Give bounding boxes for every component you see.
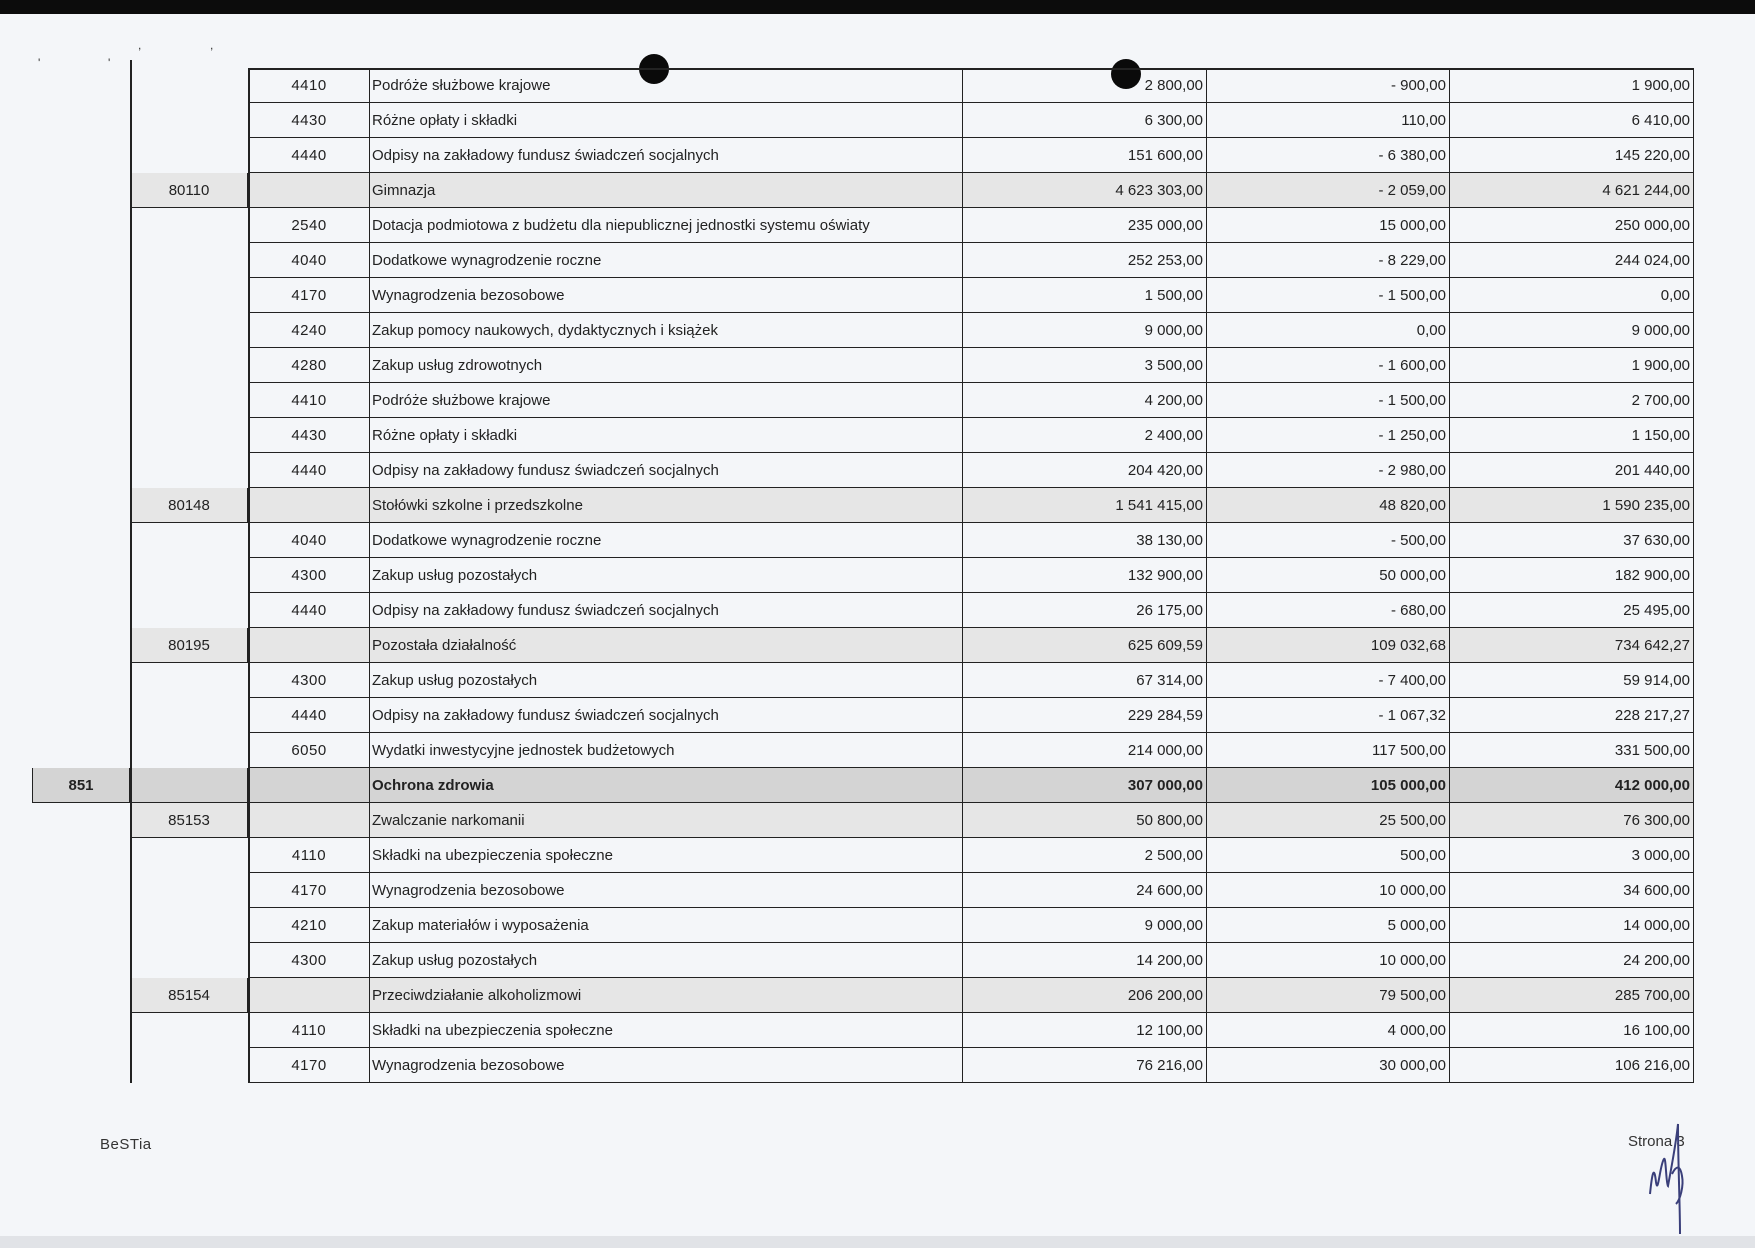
amount-before-cell: 307 000,00	[963, 768, 1207, 803]
amount-before-cell: 2 800,00	[963, 68, 1207, 103]
amount-change-cell: - 2 980,00	[1207, 453, 1450, 488]
name-cell: Wydatki inwestycyjne jednostek budżetowych	[370, 733, 963, 768]
amount-before-cell: 235 000,00	[963, 208, 1207, 243]
amount-after-cell: 331 500,00	[1450, 733, 1694, 768]
amount-after-cell: 25 495,00	[1450, 593, 1694, 628]
amount-after-cell: 106 216,00	[1450, 1048, 1694, 1083]
paragraf-cell: 4300	[248, 943, 370, 978]
paragraf-cell: 4040	[248, 523, 370, 558]
amount-before-cell: 4 200,00	[963, 383, 1207, 418]
amount-after-cell: 59 914,00	[1450, 663, 1694, 698]
rozdzial-cell: 80110	[130, 173, 248, 208]
paragraf-cell: 4110	[248, 1013, 370, 1048]
table-section-row	[130, 978, 1694, 1013]
name-cell: Przeciwdziałanie alkoholizmowi	[370, 978, 963, 1013]
rozdzial-cell: 85153	[130, 803, 248, 838]
handwritten-signature	[1642, 1104, 1692, 1244]
name-cell: Podróże służbowe krajowe	[370, 68, 963, 103]
table-row	[248, 103, 1694, 138]
amount-before-cell: 4 623 303,00	[963, 173, 1207, 208]
amount-change-cell: - 2 059,00	[1207, 173, 1450, 208]
table-row	[248, 383, 1694, 418]
table-row	[248, 1013, 1694, 1048]
table-row	[248, 838, 1694, 873]
paragraf-cell	[248, 173, 370, 208]
name-cell: Odpisy na zakładowy fundusz świadczeń socjalnych	[370, 593, 963, 628]
rozdzial-cell: 80195	[130, 628, 248, 663]
amount-after-cell: 76 300,00	[1450, 803, 1694, 838]
amount-change-cell: 4 000,00	[1207, 1013, 1450, 1048]
amount-change-cell: - 900,00	[1207, 68, 1450, 103]
name-cell: Odpisy na zakładowy fundusz świadczeń socjalnych	[370, 138, 963, 173]
name-cell: Zakup usług pozostałych	[370, 558, 963, 593]
amount-change-cell: - 1 600,00	[1207, 348, 1450, 383]
name-cell: Składki na ubezpieczenia społeczne	[370, 1013, 963, 1048]
name-cell: Wynagrodzenia bezosobowe	[370, 1048, 963, 1083]
amount-change-cell: - 1 500,00	[1207, 383, 1450, 418]
paragraf-cell: 4440	[248, 593, 370, 628]
paragraf-cell: 4240	[248, 313, 370, 348]
amount-change-cell: - 6 380,00	[1207, 138, 1450, 173]
amount-after-cell: 250 000,00	[1450, 208, 1694, 243]
scan-dot-mark: '	[108, 56, 111, 70]
scan-dot-mark: ,	[138, 38, 142, 52]
amount-change-cell: 25 500,00	[1207, 803, 1450, 838]
paragraf-cell: 4110	[248, 838, 370, 873]
amount-after-cell: 34 600,00	[1450, 873, 1694, 908]
paragraf-cell: 6050	[248, 733, 370, 768]
name-cell: Zakup usług pozostałych	[370, 663, 963, 698]
table-row	[248, 733, 1694, 768]
amount-before-cell: 2 400,00	[963, 418, 1207, 453]
amount-after-cell: 1 150,00	[1450, 418, 1694, 453]
amount-after-cell: 0,00	[1450, 278, 1694, 313]
paragraf-column-line	[248, 68, 250, 1083]
table-row	[248, 593, 1694, 628]
scan-bottom-border	[0, 1236, 1755, 1248]
name-cell: Gimnazja	[370, 173, 963, 208]
amount-after-cell: 285 700,00	[1450, 978, 1694, 1013]
amount-change-cell: - 7 400,00	[1207, 663, 1450, 698]
paragraf-cell	[248, 488, 370, 523]
table-row	[248, 663, 1694, 698]
paragraf-cell: 4440	[248, 453, 370, 488]
amount-before-cell: 50 800,00	[963, 803, 1207, 838]
paragraf-cell: 4440	[248, 138, 370, 173]
amount-before-cell: 132 900,00	[963, 558, 1207, 593]
table-row	[248, 68, 1694, 103]
paragraf-cell: 4170	[248, 278, 370, 313]
amount-after-cell: 1 900,00	[1450, 68, 1694, 103]
name-cell: Pozostała działalność	[370, 628, 963, 663]
amount-before-cell: 252 253,00	[963, 243, 1207, 278]
amount-after-cell: 6 410,00	[1450, 103, 1694, 138]
scan-top-border	[0, 0, 1755, 14]
amount-before-cell: 625 609,59	[963, 628, 1207, 663]
amount-change-cell: 105 000,00	[1207, 768, 1450, 803]
amount-change-cell: - 1 250,00	[1207, 418, 1450, 453]
table-row	[248, 943, 1694, 978]
name-cell: Wynagrodzenia bezosobowe	[370, 873, 963, 908]
amount-before-cell: 12 100,00	[963, 1013, 1207, 1048]
paragraf-cell: 4170	[248, 873, 370, 908]
amount-change-cell: - 1 500,00	[1207, 278, 1450, 313]
amount-change-cell: - 680,00	[1207, 593, 1450, 628]
amount-before-cell: 3 500,00	[963, 348, 1207, 383]
table-section-row	[130, 173, 1694, 208]
footer-software-name: BeSTia	[100, 1136, 152, 1153]
rozdzial-cell: 80148	[130, 488, 248, 523]
name-cell: Podróże służbowe krajowe	[370, 383, 963, 418]
table-row	[248, 558, 1694, 593]
table-row	[248, 698, 1694, 733]
table-section-row	[130, 628, 1694, 663]
paragraf-cell	[248, 978, 370, 1013]
amount-after-cell: 16 100,00	[1450, 1013, 1694, 1048]
table-row	[248, 523, 1694, 558]
table-row	[248, 873, 1694, 908]
amount-change-cell: 109 032,68	[1207, 628, 1450, 663]
paragraf-cell: 4040	[248, 243, 370, 278]
amount-before-cell: 9 000,00	[963, 908, 1207, 943]
amount-change-cell: 50 000,00	[1207, 558, 1450, 593]
table-row	[248, 243, 1694, 278]
paragraf-cell: 4280	[248, 348, 370, 383]
amount-after-cell: 1 590 235,00	[1450, 488, 1694, 523]
amount-before-cell: 9 000,00	[963, 313, 1207, 348]
table-row	[248, 313, 1694, 348]
name-cell: Zakup usług pozostałych	[370, 943, 963, 978]
amount-before-cell: 76 216,00	[963, 1048, 1207, 1083]
rozdzial-cell: 85154	[130, 978, 248, 1013]
paragraf-cell	[248, 803, 370, 838]
rozdzial-column-line	[130, 60, 132, 1083]
amount-before-cell: 24 600,00	[963, 873, 1207, 908]
amount-before-cell: 2 500,00	[963, 838, 1207, 873]
amount-change-cell: 110,00	[1207, 103, 1450, 138]
amount-after-cell: 3 000,00	[1450, 838, 1694, 873]
paragraf-cell: 4210	[248, 908, 370, 943]
amount-after-cell: 2 700,00	[1450, 383, 1694, 418]
amount-before-cell: 204 420,00	[963, 453, 1207, 488]
name-cell: Stołówki szkolne i przedszkolne	[370, 488, 963, 523]
amount-change-cell: 79 500,00	[1207, 978, 1450, 1013]
amount-after-cell: 182 900,00	[1450, 558, 1694, 593]
amount-after-cell: 9 000,00	[1450, 313, 1694, 348]
table-row	[248, 208, 1694, 243]
name-cell: Dotacja podmiotowa z budżetu dla niepublicznej jednostki systemu oświaty	[370, 208, 963, 243]
name-cell: Dodatkowe wynagrodzenie roczne	[370, 523, 963, 558]
dzial-cell: 851	[32, 768, 130, 803]
table-row	[248, 453, 1694, 488]
table-row	[248, 278, 1694, 313]
amount-after-cell: 201 440,00	[1450, 453, 1694, 488]
amount-before-cell: 6 300,00	[963, 103, 1207, 138]
scan-dot-mark: '	[38, 56, 41, 70]
amount-change-cell: 10 000,00	[1207, 873, 1450, 908]
amount-change-cell: 5 000,00	[1207, 908, 1450, 943]
name-cell: Wynagrodzenia bezosobowe	[370, 278, 963, 313]
amount-change-cell: 117 500,00	[1207, 733, 1450, 768]
paragraf-cell: 4170	[248, 1048, 370, 1083]
amount-after-cell: 37 630,00	[1450, 523, 1694, 558]
amount-after-cell: 1 900,00	[1450, 348, 1694, 383]
amount-change-cell: 500,00	[1207, 838, 1450, 873]
name-cell: Odpisy na zakładowy fundusz świadczeń socjalnych	[370, 453, 963, 488]
table-section-row	[130, 803, 1694, 838]
paragraf-cell: 4440	[248, 698, 370, 733]
table-section-row	[32, 768, 1694, 803]
paragraf-cell: 4430	[248, 103, 370, 138]
name-cell: Ochrona zdrowia	[370, 768, 963, 803]
amount-before-cell: 26 175,00	[963, 593, 1207, 628]
name-cell: Zwalczanie narkomanii	[370, 803, 963, 838]
name-cell: Zakup materiałów i wyposażenia	[370, 908, 963, 943]
table-row	[248, 1048, 1694, 1083]
amount-after-cell: 24 200,00	[1450, 943, 1694, 978]
table-top-border	[248, 68, 1694, 70]
paragraf-cell: 4430	[248, 418, 370, 453]
amount-after-cell: 145 220,00	[1450, 138, 1694, 173]
amount-change-cell: 15 000,00	[1207, 208, 1450, 243]
rozdzial-cell	[130, 768, 248, 803]
name-cell: Zakup pomocy naukowych, dydaktycznych i książek	[370, 313, 963, 348]
paragraf-cell	[248, 628, 370, 663]
amount-change-cell: 30 000,00	[1207, 1048, 1450, 1083]
amount-after-cell: 4 621 244,00	[1450, 173, 1694, 208]
amount-before-cell: 206 200,00	[963, 978, 1207, 1013]
paragraf-cell: 4410	[248, 68, 370, 103]
name-cell: Dodatkowe wynagrodzenie roczne	[370, 243, 963, 278]
name-cell: Różne opłaty i składki	[370, 103, 963, 138]
amount-after-cell: 734 642,27	[1450, 628, 1694, 663]
amount-change-cell: - 1 067,32	[1207, 698, 1450, 733]
amount-before-cell: 38 130,00	[963, 523, 1207, 558]
name-cell: Składki na ubezpieczenia społeczne	[370, 838, 963, 873]
scan-dot-mark: ,	[210, 38, 214, 52]
table-row	[248, 138, 1694, 173]
footer-page-number: Strona 3	[1628, 1133, 1685, 1150]
paragraf-cell: 4300	[248, 663, 370, 698]
amount-after-cell: 412 000,00	[1450, 768, 1694, 803]
name-cell: Różne opłaty i składki	[370, 418, 963, 453]
name-cell: Odpisy na zakładowy fundusz świadczeń socjalnych	[370, 698, 963, 733]
paragraf-cell: 4410	[248, 383, 370, 418]
amount-before-cell: 67 314,00	[963, 663, 1207, 698]
amount-before-cell: 1 541 415,00	[963, 488, 1207, 523]
amount-change-cell: 48 820,00	[1207, 488, 1450, 523]
amount-after-cell: 14 000,00	[1450, 908, 1694, 943]
amount-change-cell: - 500,00	[1207, 523, 1450, 558]
amount-before-cell: 151 600,00	[963, 138, 1207, 173]
amount-change-cell: 0,00	[1207, 313, 1450, 348]
amount-before-cell: 229 284,59	[963, 698, 1207, 733]
amount-before-cell: 14 200,00	[963, 943, 1207, 978]
amount-change-cell: - 8 229,00	[1207, 243, 1450, 278]
paragraf-cell: 4300	[248, 558, 370, 593]
amount-change-cell: 10 000,00	[1207, 943, 1450, 978]
table-row	[248, 418, 1694, 453]
paragraf-cell: 2540	[248, 208, 370, 243]
table-row	[248, 908, 1694, 943]
table-section-row	[130, 488, 1694, 523]
amount-after-cell: 244 024,00	[1450, 243, 1694, 278]
name-cell: Zakup usług zdrowotnych	[370, 348, 963, 383]
paragraf-cell	[248, 768, 370, 803]
table-row	[248, 348, 1694, 383]
amount-before-cell: 214 000,00	[963, 733, 1207, 768]
amount-before-cell: 1 500,00	[963, 278, 1207, 313]
amount-after-cell: 228 217,27	[1450, 698, 1694, 733]
